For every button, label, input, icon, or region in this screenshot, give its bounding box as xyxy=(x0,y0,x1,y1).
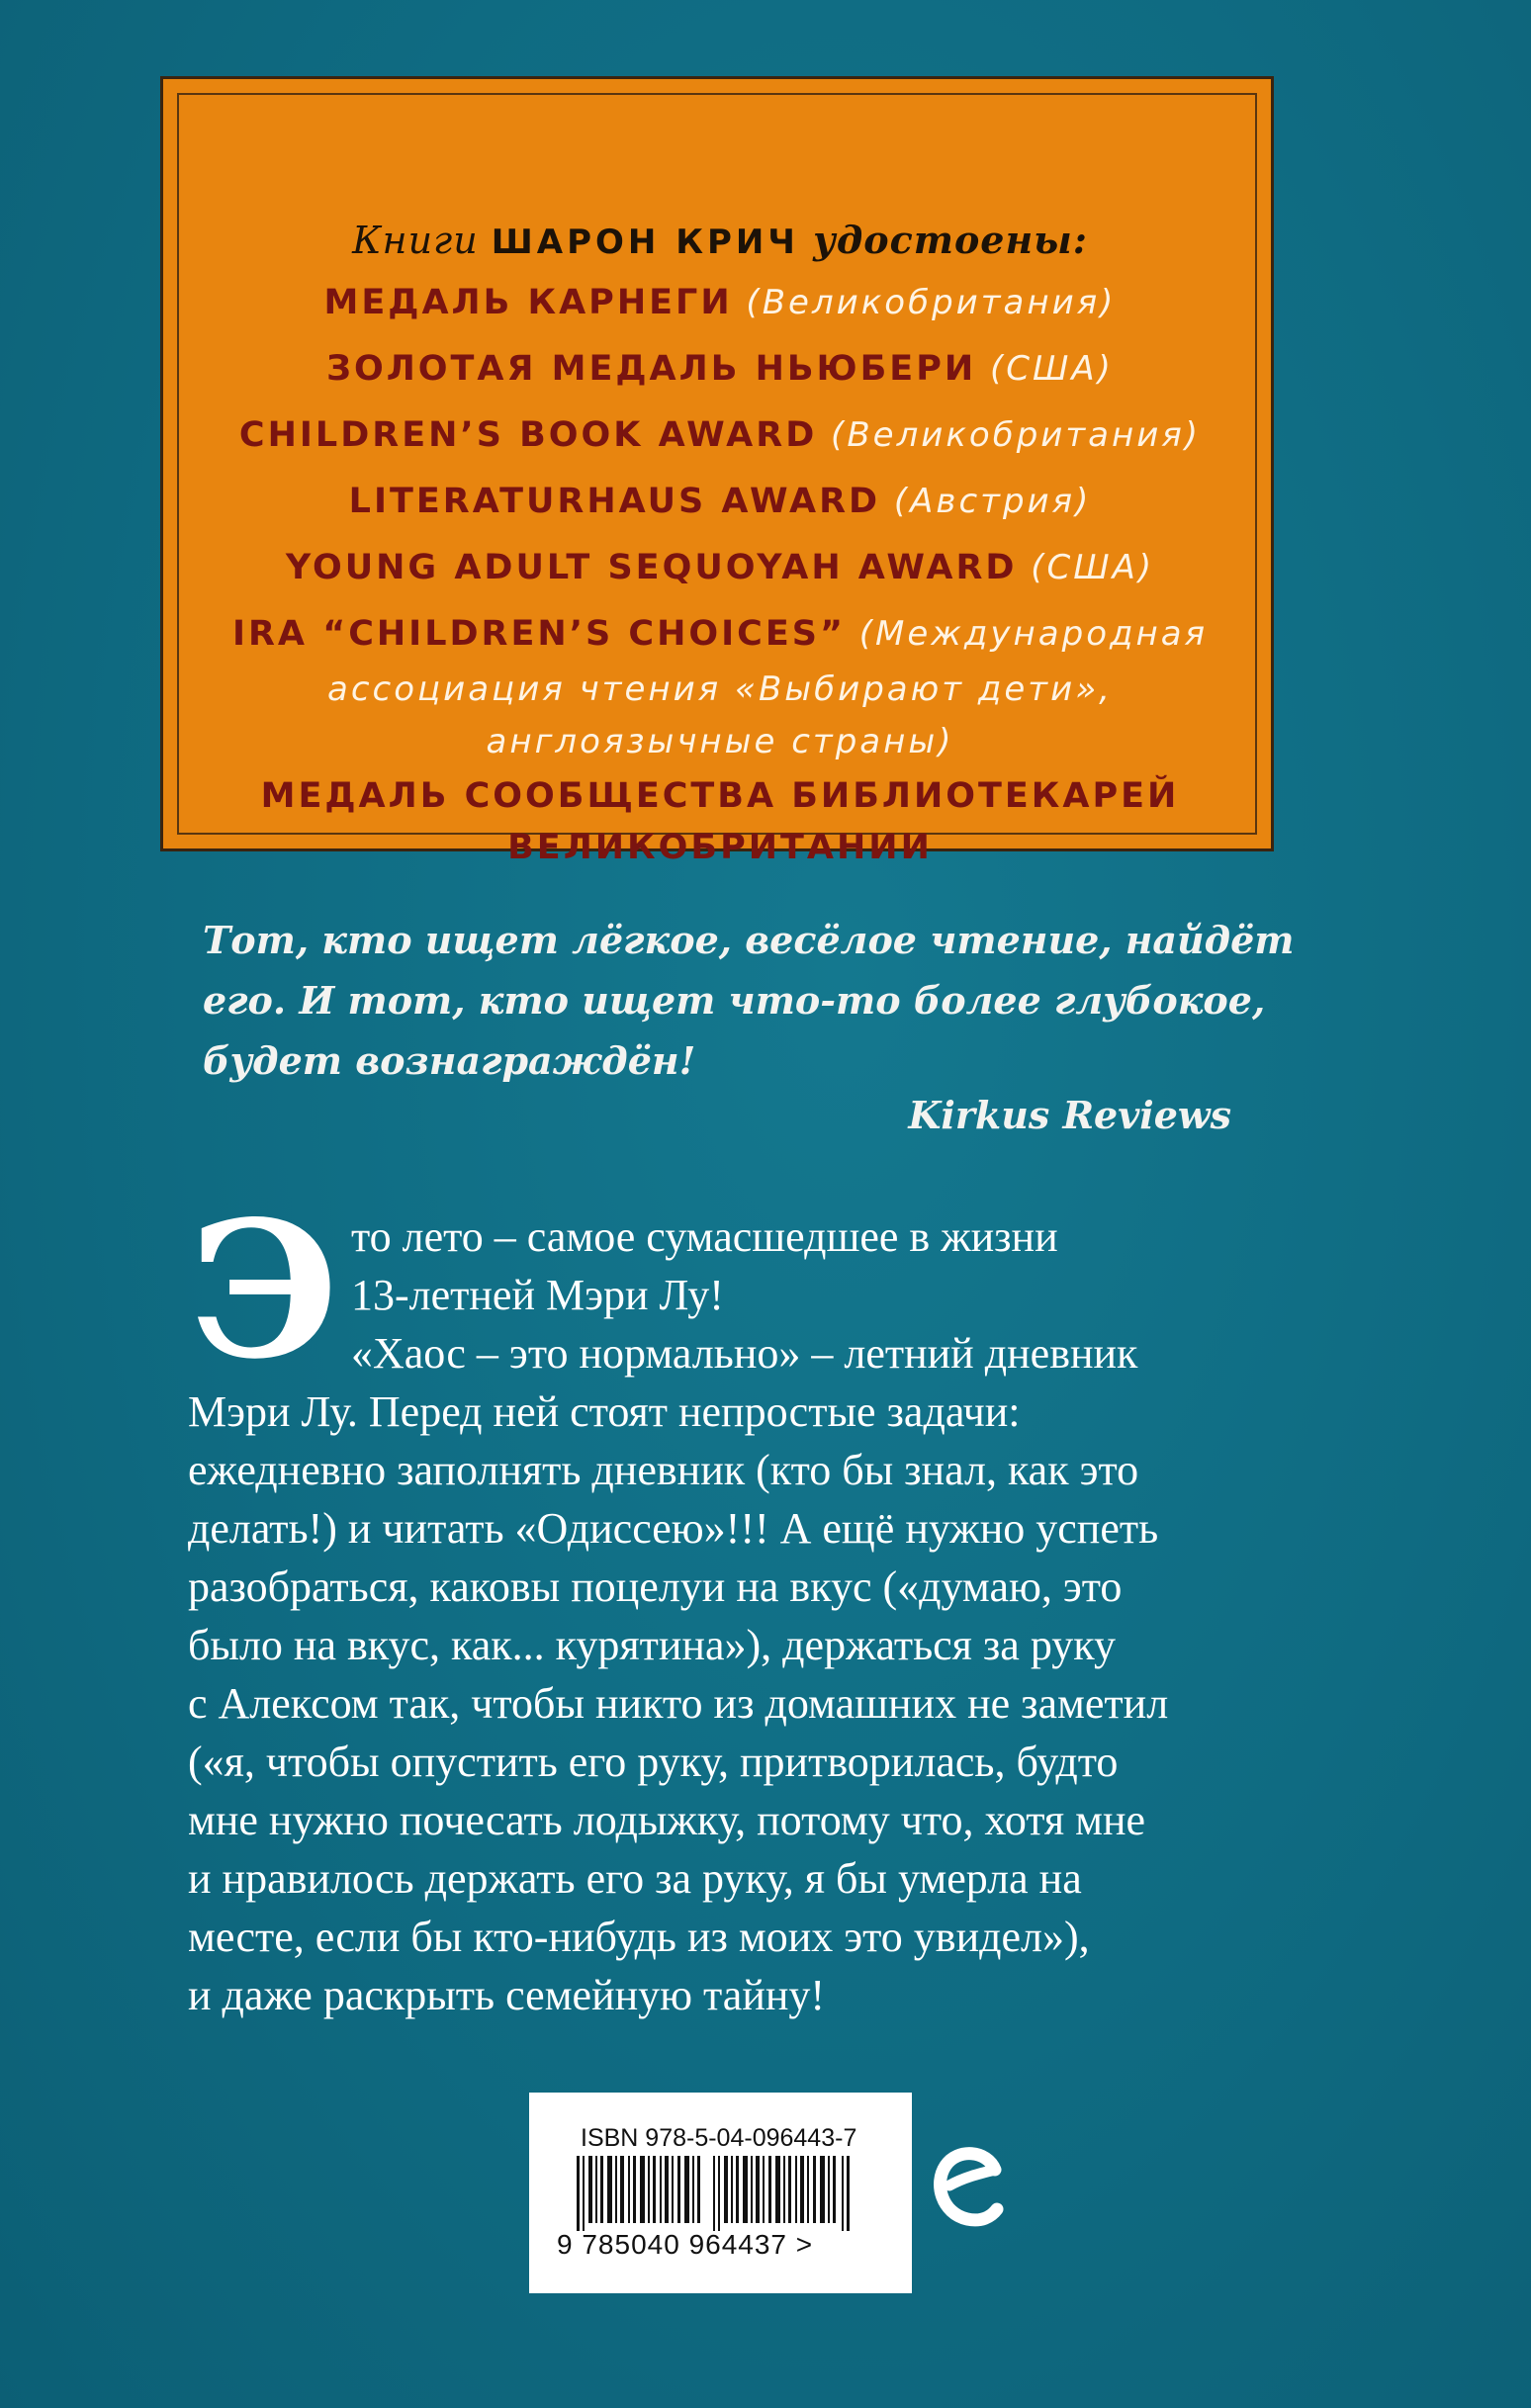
quote-line: Тот, кто ищет лёгкое, весёлое чтение, найдёт xyxy=(203,918,1295,962)
award-item xyxy=(163,828,1277,867)
awards-intro-prefix: Книги xyxy=(352,219,492,262)
award-name: ЗОЛОТАЯ МЕДАЛЬ НЬЮБЕРИ xyxy=(326,349,977,389)
award-item xyxy=(163,415,1277,455)
award-item xyxy=(163,283,1277,322)
barcode-card xyxy=(529,2093,912,2293)
award-country: ассоциация чтения «Выбирают дети», xyxy=(327,669,1113,709)
award-name: МЕДАЛЬ КАРНЕГИ xyxy=(323,283,733,322)
award-country: (Австрия) xyxy=(880,482,1092,521)
description-line: то лето – самое сумасшедшее в жизни xyxy=(351,1212,1058,1261)
award-item-continuation xyxy=(163,669,1277,709)
description-line: 13-летней Мэри Лу! xyxy=(351,1271,724,1319)
award-item xyxy=(163,548,1277,587)
awards-box xyxy=(160,76,1274,867)
description-line: мне нужно почесать лодыжку, потому что, хотя мне xyxy=(188,1796,1146,1844)
award-item xyxy=(163,614,1277,654)
description-line: Мэри Лу. Перед ней стоят непростые задачи: xyxy=(188,1387,1021,1436)
description-line: («я, чтобы опустить его руку, притворилась, будто xyxy=(188,1738,1119,1786)
isbn-text: ISBN 978-5-04-096443-7 xyxy=(581,2124,857,2152)
description-line: месте, если бы кто-нибудь из моих это увидел»), xyxy=(188,1913,1090,1961)
drop-cap: Э xyxy=(190,1180,340,1400)
award-country: (Великобритания) xyxy=(732,283,1117,322)
quote-source: Kirkus Reviews xyxy=(908,1093,1231,1137)
award-country: (Международная xyxy=(845,614,1209,654)
award-country: (США) xyxy=(976,349,1114,389)
awards-intro-suffix: удостоены: xyxy=(798,218,1088,262)
description-line: разобраться, каковы поцелуи на вкус («думаю, это xyxy=(188,1562,1123,1611)
award-item xyxy=(163,349,1277,389)
description-line: делать!) и читать «Одиссею»!!! А ещё нужно успеть xyxy=(188,1504,1159,1553)
description-line: и нравилось держать его за руку, я бы умерла на xyxy=(188,1854,1082,1903)
description-line: с Алексом так, чтобы никто из домашних не заметил xyxy=(188,1679,1169,1728)
quote-line: будет вознаграждён! xyxy=(203,1038,696,1083)
author-name: ШАРОН КРИЧ xyxy=(491,223,799,262)
award-item xyxy=(163,482,1277,521)
award-country: (США) xyxy=(1017,548,1155,587)
award-item-continuation xyxy=(163,722,1277,761)
award-country: англоязычные страны) xyxy=(486,722,954,761)
description-line: ежедневно заполнять дневник (кто бы знал, как это xyxy=(188,1446,1139,1494)
quote-line: его. И тот, кто ищет что-то более глубокое, xyxy=(203,978,1266,1023)
award-name: ВЕЛИКОБРИТАНИИ xyxy=(507,828,933,867)
award-country: (Великобритания) xyxy=(817,415,1202,455)
award-name: IRA “CHILDREN’S CHOICES” xyxy=(231,614,846,654)
description-line: и даже раскрыть семейную тайну! xyxy=(188,1971,826,2019)
award-name: CHILDREN’S BOOK AWARD xyxy=(238,415,818,455)
description-line: «Хаос – это нормально» – летний дневник xyxy=(351,1329,1138,1378)
awards-intro xyxy=(163,218,1277,262)
award-name: LITERATURHAUS AWARD xyxy=(348,482,881,521)
barcode-icon xyxy=(575,2156,871,2231)
description-line: было на вкус, как... курятина»), держаться за руку xyxy=(188,1621,1117,1669)
award-name: МЕДАЛЬ СООБЩЕСТВА БИБЛИОТЕКАРЕЙ xyxy=(260,776,1180,816)
publisher-logo-icon xyxy=(934,2140,1007,2233)
award-name: YOUNG ADULT SEQUOYAH AWARD xyxy=(285,548,1018,587)
award-item xyxy=(163,776,1277,816)
barcode-digits: 9 785040 964437 > xyxy=(557,2229,814,2260)
